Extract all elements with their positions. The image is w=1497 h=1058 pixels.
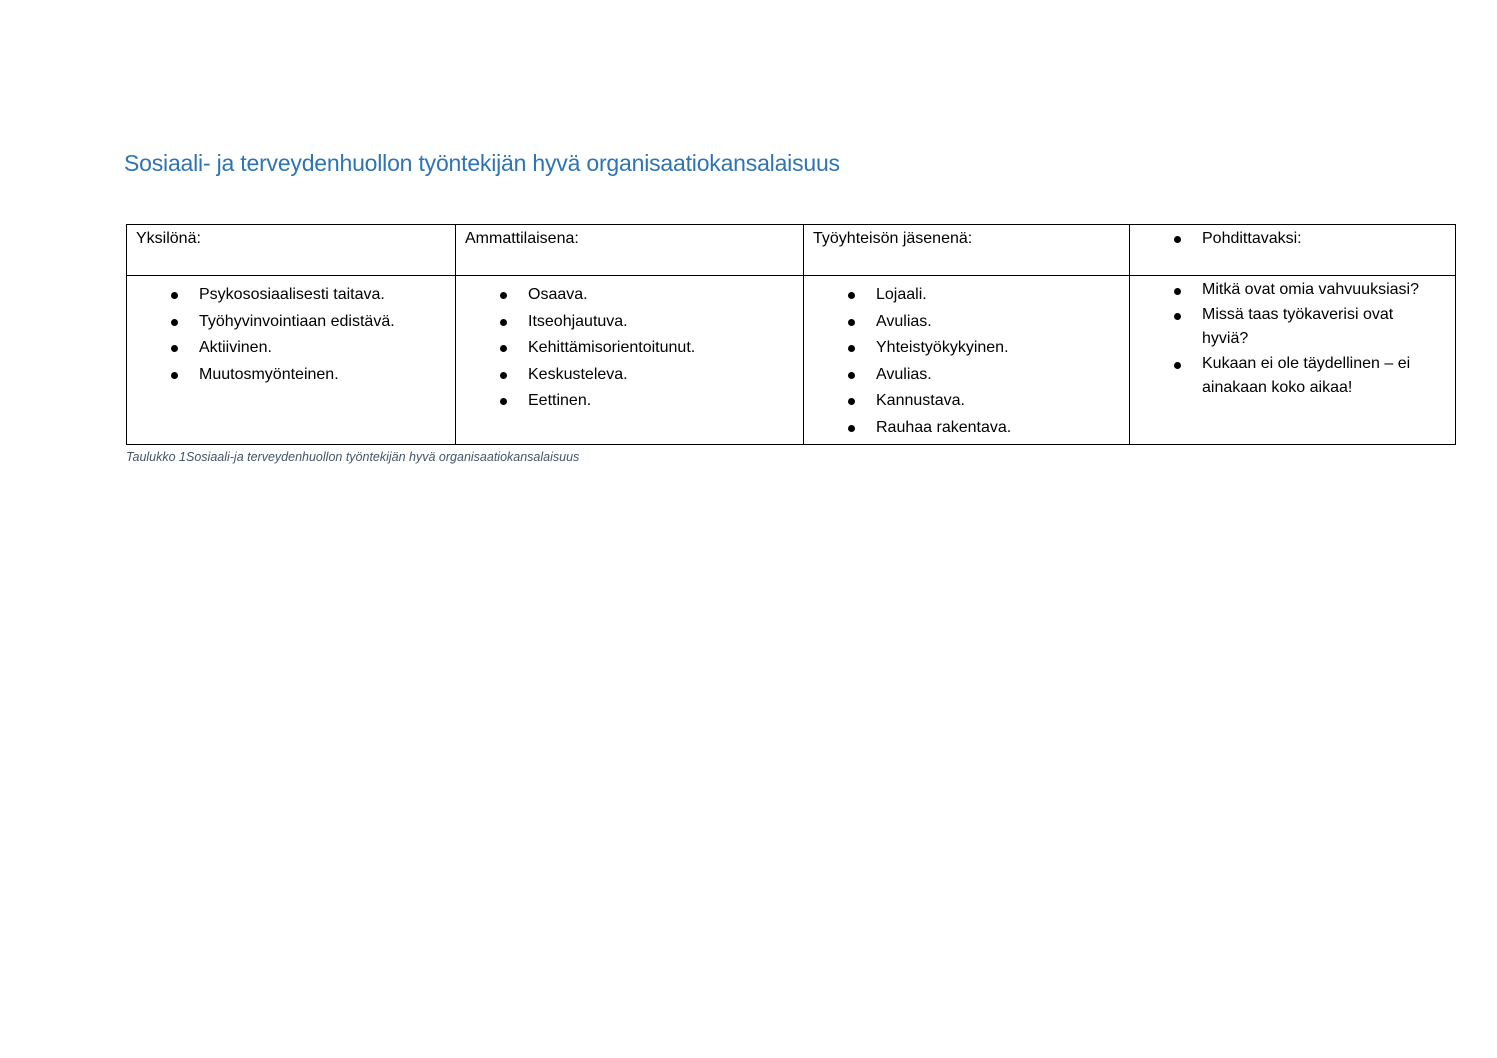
trait-list: [456, 276, 803, 415]
bullet-icon: [1174, 362, 1181, 369]
list-item-text: Keskusteleva.: [528, 365, 628, 383]
table-body-row: [127, 276, 1456, 445]
list-item: [804, 362, 1129, 389]
bullet-icon: [500, 345, 507, 352]
list-item: [804, 335, 1129, 362]
list-item: [1130, 352, 1433, 401]
header-label: Työyhteisön jäsenenä:: [813, 230, 973, 247]
cell-professional-traits: [456, 276, 804, 445]
header-cell-professional: [456, 225, 804, 276]
header-label: Pohdittavaksi:: [1202, 230, 1302, 247]
list-item-text: Eettinen.: [528, 392, 592, 409]
bullet-icon: [500, 398, 507, 405]
list-item-text: Kukaan ei ole täydellinen – ei ainakaan koko aikaa!: [1202, 354, 1411, 396]
list-item: [804, 415, 1129, 442]
bullet-icon: [848, 319, 855, 326]
bullet-icon: [171, 319, 178, 326]
list-item-text: Itseohjautuva.: [528, 312, 628, 330]
list-item: [1130, 303, 1433, 352]
list-item-text: Missä taas työkaverisi ovat hyviä?: [1202, 305, 1394, 347]
list-item: [456, 282, 803, 309]
list-item-text: Avulias.: [876, 365, 932, 383]
list-item-text: Psykososiaalisesti taitava.: [199, 286, 385, 303]
bullet-icon: [848, 345, 855, 352]
list-item: [804, 388, 1129, 415]
list-item-text: Työhyvinvointiaan edistävä.: [199, 312, 395, 330]
question-list: [1130, 276, 1455, 401]
bullet-icon: [1174, 288, 1181, 295]
cell-community-traits: [804, 276, 1130, 445]
list-item-text: Avulias.: [876, 312, 932, 330]
list-item-text: Kehittämisorientoitunut.: [528, 339, 696, 356]
list-item: [127, 309, 455, 336]
bullet-icon: [171, 292, 178, 299]
list-item-text: Kannustava.: [876, 392, 965, 409]
list-item-text: Lojaali.: [876, 286, 927, 303]
trait-list: [804, 276, 1129, 441]
bullet-icon: [848, 398, 855, 405]
header-label: Ammattilaisena:: [465, 230, 579, 247]
list-item-text: Muutosmyönteinen.: [199, 365, 339, 383]
list-item-text: Osaava.: [528, 286, 588, 303]
bullet-icon: [1174, 313, 1181, 320]
page-title: Sosiaali- ja terveydenhuollon työntekijän hyvä organisaatiokansalaisuus: [124, 150, 840, 176]
cell-individual-traits: [127, 276, 456, 445]
list-item-text: Yhteistyökykyinen.: [876, 339, 1009, 356]
list-item: [456, 388, 803, 415]
trait-list: [127, 276, 455, 388]
bullet-icon: [848, 292, 855, 299]
header-cell-community-member: [804, 225, 1130, 276]
list-item-text: Rauhaa rakentava.: [876, 418, 1012, 436]
list-item: [127, 362, 455, 389]
bullet-icon: [500, 319, 507, 326]
list-item: [1130, 278, 1433, 303]
list-item: [804, 282, 1129, 309]
bullet-icon: [171, 372, 178, 379]
bullet-icon: [500, 372, 507, 379]
cell-reflection-questions: [1130, 276, 1456, 445]
list-item: [456, 362, 803, 389]
bullet-icon: [171, 345, 178, 352]
list-item: [127, 282, 455, 309]
header-cell-reflection: [1130, 225, 1456, 276]
bullet-icon: [848, 425, 855, 432]
bullet-icon: [1174, 236, 1181, 243]
list-item-text: Mitkä ovat omia vahvuuksiasi?: [1202, 281, 1419, 298]
bullet-icon: [500, 292, 507, 299]
bullet-icon: [848, 372, 855, 379]
list-item: [804, 309, 1129, 336]
table-header-row: [127, 225, 1456, 276]
list-item: [456, 335, 803, 362]
header-label: Yksilönä:: [136, 230, 201, 247]
organization-citizenship-table: [126, 224, 1456, 445]
list-item: [127, 335, 455, 362]
list-item-text: Aktiivinen.: [199, 339, 272, 356]
header-cell-individual: [127, 225, 456, 276]
list-item: [456, 309, 803, 336]
table-caption: Taulukko 1Sosiaali-ja terveydenhuollon työntekijän hyvä organisaatiokansalaisuus: [126, 450, 580, 464]
header-bullet-label: [1130, 225, 1455, 248]
